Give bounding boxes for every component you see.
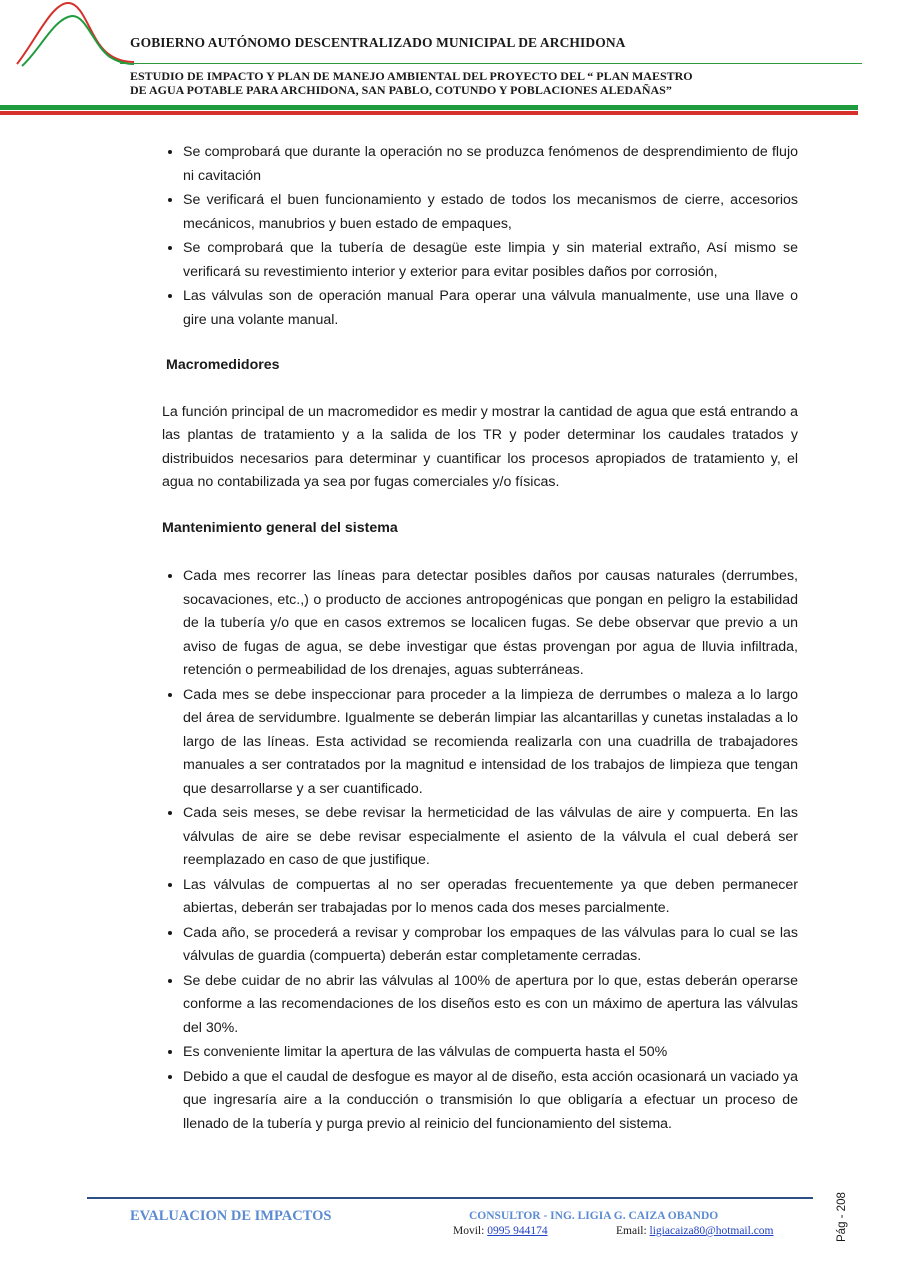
list-item: • Cada año, se procederá a revisar y comprobar los empaques de las válvulas para lo cual se las válvulas de guardia (compuerta) deberán estar completamente cerradas. (183, 921, 798, 969)
list-item: • Cada mes recorrer las líneas para detectar posibles daños por causas naturales (derrumbes, socavaciones, etc.,) o producto de acciones antropogénicas que pongan en peligro la estabilidad de la tubería y/o que en casos extremos se localicen fugas. Se debe observar que previo a un aviso de fugas de agua, se debe investigar que éstas provengan por agua de lluvia infiltrada, retención o permeabilidad de los drenajes, aguas subterráneas. (183, 564, 798, 683)
footer-contact (453, 1225, 793, 1237)
header-subtitle-line-1: ESTUDIO DE IMPACTO Y PLAN DE MANEJO AMBIENTAL DEL PROYECTO DEL “ PLAN MAESTRO (130, 69, 693, 83)
list-item: • Es conveniente limitar la apertura de las válvulas de compuerta hasta el 50% (183, 1040, 798, 1065)
list-item: • Se comprobará que la tubería de desagüe este limpia y sin material extraño, Así mismo se verificará su revestimiento interior y exterior para evitar posibles daños por corrosión, (183, 236, 798, 284)
list-item: • Las válvulas de compuertas al no ser operadas frecuentemente ya que deben permanecer abiertas, deberán ser trabajadas por lo menos cada dos meses parcialmente. (183, 873, 798, 921)
header-subtitle-line-2: DE AGUA POTABLE PARA ARCHIDONA, SAN PABLO, COTUNDO Y POBLACIONES ALEDAÑAS” (130, 83, 672, 97)
footer-divider (87, 1197, 813, 1199)
maintenance-bullet-list (162, 564, 798, 1136)
header-band-red (0, 111, 858, 115)
header-divider (120, 63, 862, 64)
list-item: • Debido a que el caudal de desfogue es mayor al de diseño, esta acción ocasionará un vaciado ya que ingresaría aire a la conducción o transmisión lo que obligaría a efectuar un proceso de llenado de la tubería y purga previo al reinicio del funcionamiento del sistema. (183, 1065, 798, 1137)
section-title-macromedidores: Macromedidores (166, 357, 280, 373)
list-item: • Las válvulas son de operación manual Para operar una válvula manualmente, use una llave o gire una volante manual. (183, 284, 798, 332)
email-link[interactable]: ligiacaiza80@hotmail.com (649, 1225, 774, 1237)
macromedidores-paragraph: La función principal de un macromedidor es medir y mostrar la cantidad de agua que está entrando a las plantas de tratamiento y a la salida de los TR y poder determinar los caudales tratados y distribuidos necesarios para determinar y cuantificar los procesos apropiados de tratamiento y, el agua no contabilizada ya sea por fugas comerciales y/o físicas. (162, 403, 798, 490)
list-item: • Cada mes se debe inspeccionar para proceder a la limpieza de derrumbes o maleza a lo largo del área de servidumbre. Igualmente se deberán limpiar las alcantarillas y cunetas instaladas a lo largo de las líneas. Esta actividad se recomienda realizarla con una cuadrilla de trabajadores manuales a ser contratados por la magnitud e intensidad de los trabajos de limpieza que tengan que desarrollarse y a ser cuantificado. (183, 683, 798, 802)
list-item: • Se debe cuidar de no abrir las válvulas al 100% de apertura por lo que, estas deberán operarse conforme a las recomendaciones de los diseños esto es con un máximo de apertura las válvulas del 30%. (183, 969, 798, 1041)
header-subtitle (130, 69, 820, 97)
list-item: • Cada seis meses, se debe revisar la hermeticidad de las válvulas de aire y compuerta. En las válvulas de aire se debe revisar especialmente el asiento de la válvula el cual deberá ser reemplazado en caso de que justifique. (183, 801, 798, 873)
email-label: Email: (616, 1225, 650, 1237)
intro-bullet-list (162, 140, 798, 332)
header-title: GOBIERNO AUTÓNOMO DESCENTRALIZADO MUNICIPAL DE ARCHIDONA (130, 35, 626, 50)
document-body (162, 140, 798, 1136)
email-block (616, 1225, 774, 1237)
page-number: Pág - 208 (836, 1192, 848, 1242)
list-item: • Se verificará el buen funcionamiento y estado de todos los mecanismos de cierre, accesorios mecánicos, manubrios y buen estado de empaques, (183, 188, 798, 236)
footer-section-name: EVALUACION DE IMPACTOS (130, 1208, 332, 1224)
municipal-logo-icon (14, 0, 134, 70)
phone-link[interactable]: 0995 944174 (487, 1225, 548, 1237)
phone-label: Movil: (453, 1225, 488, 1237)
header-band-green (0, 105, 858, 110)
footer-consultant: CONSULTOR - ING. LIGIA G. CAIZA OBANDO (469, 1210, 719, 1222)
list-item: • Se comprobará que durante la operación no se produzca fenómenos de desprendimiento de flujo ni cavitación (183, 140, 798, 188)
section-title-mantenimiento: Mantenimiento general del sistema (162, 519, 398, 536)
